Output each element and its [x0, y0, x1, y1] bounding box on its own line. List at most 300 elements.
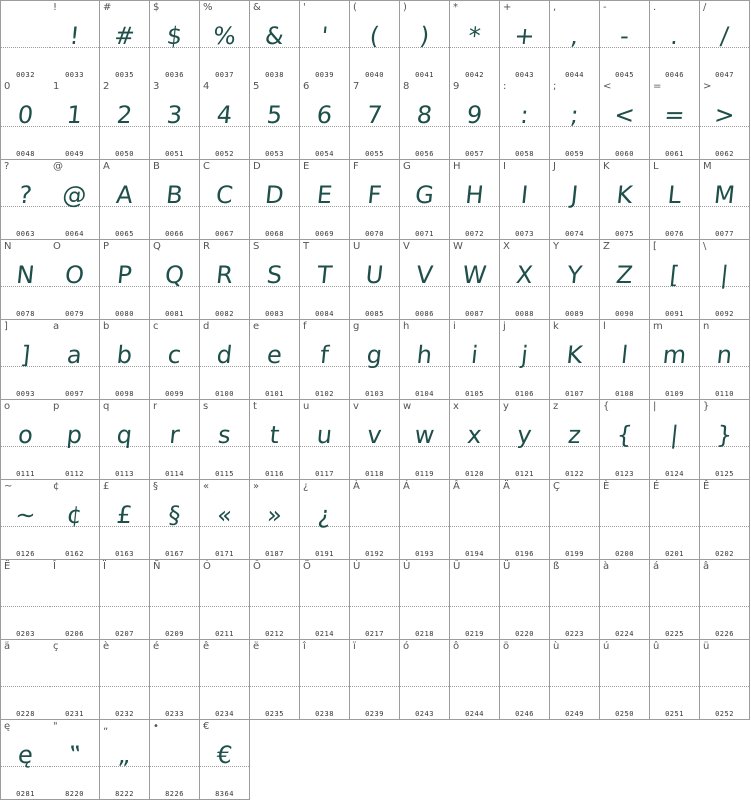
glyph-sample: | — [668, 421, 681, 449]
char-label: 1 — [53, 81, 60, 92]
glyph-sample: / — [718, 22, 731, 50]
glyph-sample: 4 — [215, 101, 234, 129]
char-code: 0048 — [16, 150, 35, 158]
baseline-guide — [100, 686, 149, 687]
glyph-sample: b — [115, 341, 134, 369]
char-label: u — [303, 401, 310, 412]
char-label: R — [203, 241, 210, 252]
char-label: " — [53, 721, 58, 732]
char-label: r — [153, 401, 158, 412]
glyph-cell — [700, 80, 750, 160]
char-code: 0162 — [65, 550, 84, 558]
char-code: 0201 — [665, 550, 684, 558]
glyph-sample: z — [566, 421, 583, 449]
glyph-cell — [350, 320, 400, 400]
char-code: 0079 — [65, 310, 84, 318]
glyph-sample: ! — [68, 22, 81, 50]
glyph-sample: [ — [668, 261, 681, 289]
char-label: Û — [453, 561, 461, 572]
char-label: D — [253, 161, 261, 172]
char-code: 0088 — [515, 310, 534, 318]
baseline-guide — [350, 606, 399, 607]
glyph-sample: ) — [418, 22, 431, 50]
char-code: 0217 — [365, 630, 384, 638]
glyph-cell — [400, 80, 450, 160]
glyph-cell — [150, 400, 200, 480]
glyph-cell — [550, 240, 600, 320]
char-code: 0084 — [315, 310, 334, 318]
glyph-cell — [150, 480, 200, 560]
char-code: 0234 — [215, 710, 234, 718]
char-label: £ — [103, 481, 110, 492]
char-label: Ô — [253, 561, 261, 572]
baseline-guide — [1, 686, 50, 687]
glyph-sample: F — [366, 181, 383, 209]
char-label: G — [403, 161, 411, 172]
char-code: 0076 — [665, 230, 684, 238]
char-label: J — [553, 161, 556, 172]
char-label: Z — [603, 241, 610, 252]
char-label: o — [4, 401, 11, 412]
glyph-sample: X — [514, 261, 535, 289]
char-label: N — [4, 241, 12, 252]
glyph-cell — [150, 720, 200, 800]
char-code: 0243 — [415, 710, 434, 718]
glyph-sample: t — [268, 421, 281, 449]
char-label: T — [303, 241, 310, 252]
char-label: û — [653, 641, 660, 652]
glyph-cell — [200, 640, 250, 720]
char-code: 0062 — [715, 150, 734, 158]
char-label: + — [503, 2, 512, 13]
glyph-cell — [450, 160, 500, 240]
glyph-sample: I — [519, 181, 530, 209]
char-code: 8364 — [215, 790, 234, 798]
char-code: 0251 — [665, 710, 684, 718]
char-code: 0053 — [265, 150, 284, 158]
baseline-guide — [150, 686, 199, 687]
char-label: Ó — [203, 561, 211, 572]
glyph-sample: n — [715, 341, 734, 369]
char-label: > — [703, 81, 712, 92]
char-code: 8226 — [165, 790, 184, 798]
char-code: 0080 — [115, 310, 134, 318]
char-label: ¿ — [303, 481, 309, 492]
char-label: b — [103, 321, 110, 332]
glyph-cell — [450, 400, 500, 480]
char-code: 0082 — [215, 310, 234, 318]
char-code: 0067 — [215, 230, 234, 238]
glyph-cell — [0, 560, 51, 640]
glyph-sample: 8 — [415, 101, 434, 129]
glyph-cell — [150, 560, 200, 640]
glyph-sample: C — [214, 181, 235, 209]
glyph-cell — [650, 160, 700, 240]
glyph-cell — [250, 240, 300, 320]
char-label: = — [653, 81, 662, 92]
baseline-guide — [450, 606, 499, 607]
char-code: 0249 — [565, 710, 584, 718]
char-code: 0126 — [16, 550, 35, 558]
baseline-guide — [150, 766, 199, 767]
char-label: § — [153, 481, 158, 492]
glyph-cell — [100, 320, 150, 400]
glyph-sample: g — [365, 341, 384, 369]
glyph-sample: § — [167, 501, 182, 529]
char-label: A — [103, 161, 110, 172]
glyph-cell — [0, 240, 51, 320]
baseline-guide — [150, 606, 199, 607]
baseline-guide — [650, 686, 699, 687]
glyph-sample: Y — [565, 261, 584, 289]
char-label: d — [203, 321, 210, 332]
glyph-cell — [200, 160, 250, 240]
baseline-guide — [300, 686, 349, 687]
char-label: 9 — [453, 81, 460, 92]
char-code: 0037 — [215, 71, 234, 79]
glyph-sample: . — [669, 22, 680, 50]
glyph-cell — [300, 400, 350, 480]
char-label: l — [603, 321, 606, 332]
glyph-sample: Z — [614, 261, 635, 289]
glyph-cell — [200, 720, 250, 800]
baseline-guide — [450, 686, 499, 687]
char-label: g — [353, 321, 360, 332]
char-code: 0078 — [16, 310, 35, 318]
char-code: 0083 — [265, 310, 284, 318]
char-label: Ë — [4, 561, 11, 572]
char-code: 0171 — [215, 550, 234, 558]
baseline-guide — [400, 526, 449, 527]
baseline-guide — [600, 606, 649, 607]
char-code: 0114 — [165, 470, 184, 478]
char-code: 0075 — [615, 230, 634, 238]
char-code: 0060 — [615, 150, 634, 158]
glyph-sample: 9 — [465, 101, 484, 129]
char-code: 0087 — [465, 310, 484, 318]
char-label: 8 — [403, 81, 410, 92]
char-label: k — [553, 321, 559, 332]
char-label: y — [503, 401, 509, 412]
glyph-cell — [600, 160, 650, 240]
char-label: C — [203, 161, 210, 172]
char-code: 0167 — [165, 550, 184, 558]
glyph-cell — [600, 320, 650, 400]
char-code: 0113 — [115, 470, 134, 478]
glyph-sample: v — [365, 421, 384, 449]
char-label: w — [403, 401, 412, 412]
glyph-sample: e — [265, 341, 284, 369]
char-label: 6 — [303, 81, 310, 92]
char-label: Ú — [403, 561, 411, 572]
glyph-cell — [400, 640, 450, 720]
char-code: 0050 — [115, 150, 134, 158]
char-code: 0193 — [415, 550, 434, 558]
glyph-cell — [150, 0, 200, 81]
char-code: 0194 — [465, 550, 484, 558]
char-label: - — [603, 2, 607, 13]
glyph-sample: T — [315, 261, 334, 289]
char-code: 0102 — [315, 390, 334, 398]
glyph-sample: H — [463, 181, 485, 209]
char-label: è — [103, 641, 110, 652]
glyph-cell — [550, 480, 600, 560]
char-code: 0202 — [715, 550, 734, 558]
char-code: 0121 — [515, 470, 534, 478]
glyph-cell — [650, 0, 700, 81]
char-label: Q — [153, 241, 161, 252]
baseline-guide — [400, 606, 449, 607]
char-code: 0054 — [315, 150, 334, 158]
glyph-cell — [200, 0, 250, 81]
glyph-cell — [200, 480, 250, 560]
char-label: Á — [403, 481, 410, 492]
char-code: 0052 — [215, 150, 234, 158]
glyph-cell — [650, 400, 700, 480]
glyph-cell — [350, 80, 400, 160]
char-label: : — [503, 81, 507, 92]
glyph-cell — [100, 0, 150, 81]
glyph-sample: @ — [61, 181, 88, 209]
char-label: Ä — [503, 481, 510, 492]
char-code: 0065 — [115, 230, 134, 238]
char-label: Ï — [103, 561, 106, 572]
glyph-sample: U — [364, 261, 385, 289]
baseline-guide — [400, 686, 449, 687]
char-label: X — [503, 241, 510, 252]
glyph-cell — [50, 640, 100, 720]
glyph-cell — [150, 240, 200, 320]
glyph-cell — [700, 560, 750, 640]
baseline-guide — [700, 686, 749, 687]
glyph-sample: = — [662, 101, 687, 129]
glyph-cell — [250, 320, 300, 400]
char-code: 0043 — [515, 71, 534, 79]
char-code: 0203 — [16, 630, 35, 638]
glyph-cell — [0, 400, 51, 480]
baseline-guide — [550, 686, 599, 687]
glyph-cell — [550, 80, 600, 160]
char-label: ; — [553, 81, 557, 92]
char-label: é — [153, 641, 160, 652]
char-code: 0244 — [465, 710, 484, 718]
glyph-cell — [100, 640, 150, 720]
glyph-cell — [250, 480, 300, 560]
char-code: 0064 — [65, 230, 84, 238]
char-label: v — [353, 401, 359, 412]
glyph-sample: m — [661, 341, 688, 369]
glyph-cell — [100, 720, 150, 800]
char-label: B — [153, 161, 160, 172]
glyph-sample: f — [318, 341, 331, 369]
char-label: ß — [553, 561, 560, 572]
char-label: U — [353, 241, 361, 252]
baseline-guide — [50, 686, 99, 687]
glyph-cell — [450, 240, 500, 320]
glyph-sample: J — [569, 181, 580, 209]
char-code: 0090 — [615, 310, 634, 318]
glyph-sample: ę — [16, 741, 35, 769]
glyph-sample: w — [413, 421, 436, 449]
baseline-guide — [500, 526, 549, 527]
char-code: 8220 — [65, 790, 84, 798]
char-label: „ — [103, 721, 109, 732]
glyph-cell — [500, 560, 550, 640]
char-code: 0047 — [715, 71, 734, 79]
char-code: 0252 — [715, 710, 734, 718]
char-code: 0092 — [715, 310, 734, 318]
char-label: 2 — [103, 81, 110, 92]
glyph-sample: D — [263, 181, 286, 209]
char-code: 0199 — [565, 550, 584, 558]
glyph-cell — [600, 240, 650, 320]
char-label: c — [153, 321, 159, 332]
char-code: 0232 — [115, 710, 134, 718]
glyph-cell — [0, 640, 51, 720]
baseline-guide — [550, 526, 599, 527]
glyph-sample: , — [569, 22, 580, 50]
char-code: 0200 — [615, 550, 634, 558]
char-label: } — [703, 401, 710, 412]
char-code: 0040 — [365, 71, 384, 79]
char-label: . — [653, 2, 657, 13]
glyph-cell — [500, 320, 550, 400]
glyph-cell — [350, 480, 400, 560]
glyph-cell — [350, 640, 400, 720]
glyph-cell — [250, 400, 300, 480]
char-code: 0246 — [515, 710, 534, 718]
char-label: á — [653, 561, 660, 572]
glyph-cell — [250, 640, 300, 720]
char-label: S — [253, 241, 260, 252]
glyph-cell — [400, 400, 450, 480]
char-label: V — [403, 241, 410, 252]
glyph-cell — [350, 560, 400, 640]
char-code: 0191 — [315, 550, 334, 558]
char-label: f — [303, 321, 307, 332]
char-code: 0045 — [615, 71, 634, 79]
glyph-cell — [400, 240, 450, 320]
glyph-sample: % — [211, 22, 238, 50]
glyph-sample: R — [214, 261, 235, 289]
char-label: s — [203, 401, 209, 412]
char-code: 0097 — [65, 390, 84, 398]
glyph-cell — [50, 400, 100, 480]
glyph-sample: ; — [568, 101, 581, 129]
glyph-sample: { — [615, 421, 634, 449]
glyph-sample: h — [415, 341, 434, 369]
baseline-guide — [250, 686, 299, 687]
char-label: Î — [53, 561, 56, 572]
glyph-cell — [300, 80, 350, 160]
glyph-sample: < — [612, 101, 637, 129]
char-label: ç — [53, 641, 59, 652]
char-label: ï — [353, 641, 356, 652]
char-label: H — [453, 161, 461, 172]
char-label: I — [503, 161, 506, 172]
glyph-cell — [450, 0, 500, 81]
char-code: 0063 — [16, 230, 35, 238]
char-label: Ñ — [153, 561, 161, 572]
char-label: € — [203, 721, 210, 732]
glyph-cell — [550, 400, 600, 480]
glyph-cell — [250, 80, 300, 160]
char-label: E — [303, 161, 310, 172]
glyph-cell — [550, 0, 600, 81]
glyph-sample: 5 — [265, 101, 284, 129]
char-code: 0209 — [165, 630, 184, 638]
char-label: O — [53, 241, 61, 252]
glyph-sample: } — [715, 421, 734, 449]
char-label: | — [653, 401, 657, 412]
glyph-cell — [100, 160, 150, 240]
char-code: 0107 — [565, 390, 584, 398]
glyph-cell — [600, 0, 650, 81]
char-code: 0281 — [16, 790, 35, 798]
char-code: 0125 — [715, 470, 734, 478]
glyph-sample: ¿ — [316, 501, 333, 529]
glyph-cell — [600, 80, 650, 160]
char-code: 0233 — [165, 710, 184, 718]
glyph-cell — [450, 480, 500, 560]
glyph-sample: o — [16, 421, 35, 449]
glyph-sample: „ — [116, 741, 133, 769]
glyph-sample: K — [565, 341, 584, 369]
char-code: 0044 — [565, 71, 584, 79]
char-code: 0218 — [415, 630, 434, 638]
glyph-sample: x — [465, 421, 484, 449]
glyph-sample: 6 — [315, 101, 334, 129]
char-code: 0226 — [715, 630, 734, 638]
char-code: 0120 — [465, 470, 484, 478]
char-code: 0211 — [215, 630, 234, 638]
baseline-guide — [200, 606, 249, 607]
glyph-sample: N — [15, 261, 36, 289]
char-label: » — [253, 481, 260, 492]
glyph-cell — [50, 480, 100, 560]
glyph-cell — [100, 400, 150, 480]
glyph-sample: r — [168, 421, 181, 449]
glyph-cell — [450, 560, 500, 640]
glyph-sample: 7 — [365, 101, 384, 129]
char-code: 0086 — [415, 310, 434, 318]
glyph-cell — [650, 560, 700, 640]
baseline-guide — [600, 686, 649, 687]
glyph-sample: ] — [19, 341, 32, 369]
glyph-cell — [50, 720, 100, 800]
char-code: 0214 — [315, 630, 334, 638]
char-label: e — [253, 321, 260, 332]
char-code: 0049 — [65, 150, 84, 158]
glyph-sample: L — [666, 181, 683, 209]
glyph-cell — [50, 0, 100, 81]
baseline-guide — [550, 606, 599, 607]
char-label: m — [653, 321, 663, 332]
glyph-cell — [400, 480, 450, 560]
char-code: 0042 — [465, 71, 484, 79]
char-label: ' — [303, 2, 306, 13]
char-code: 0077 — [715, 230, 734, 238]
glyph-sample: & — [263, 22, 286, 50]
glyph-sample: Q — [163, 261, 186, 289]
glyph-sample: € — [215, 741, 234, 769]
char-code: 0068 — [265, 230, 284, 238]
glyph-sample: u — [315, 421, 334, 449]
char-label: 7 — [353, 81, 360, 92]
glyph-cell — [0, 720, 51, 800]
baseline-guide — [250, 606, 299, 607]
char-code: 0098 — [115, 390, 134, 398]
